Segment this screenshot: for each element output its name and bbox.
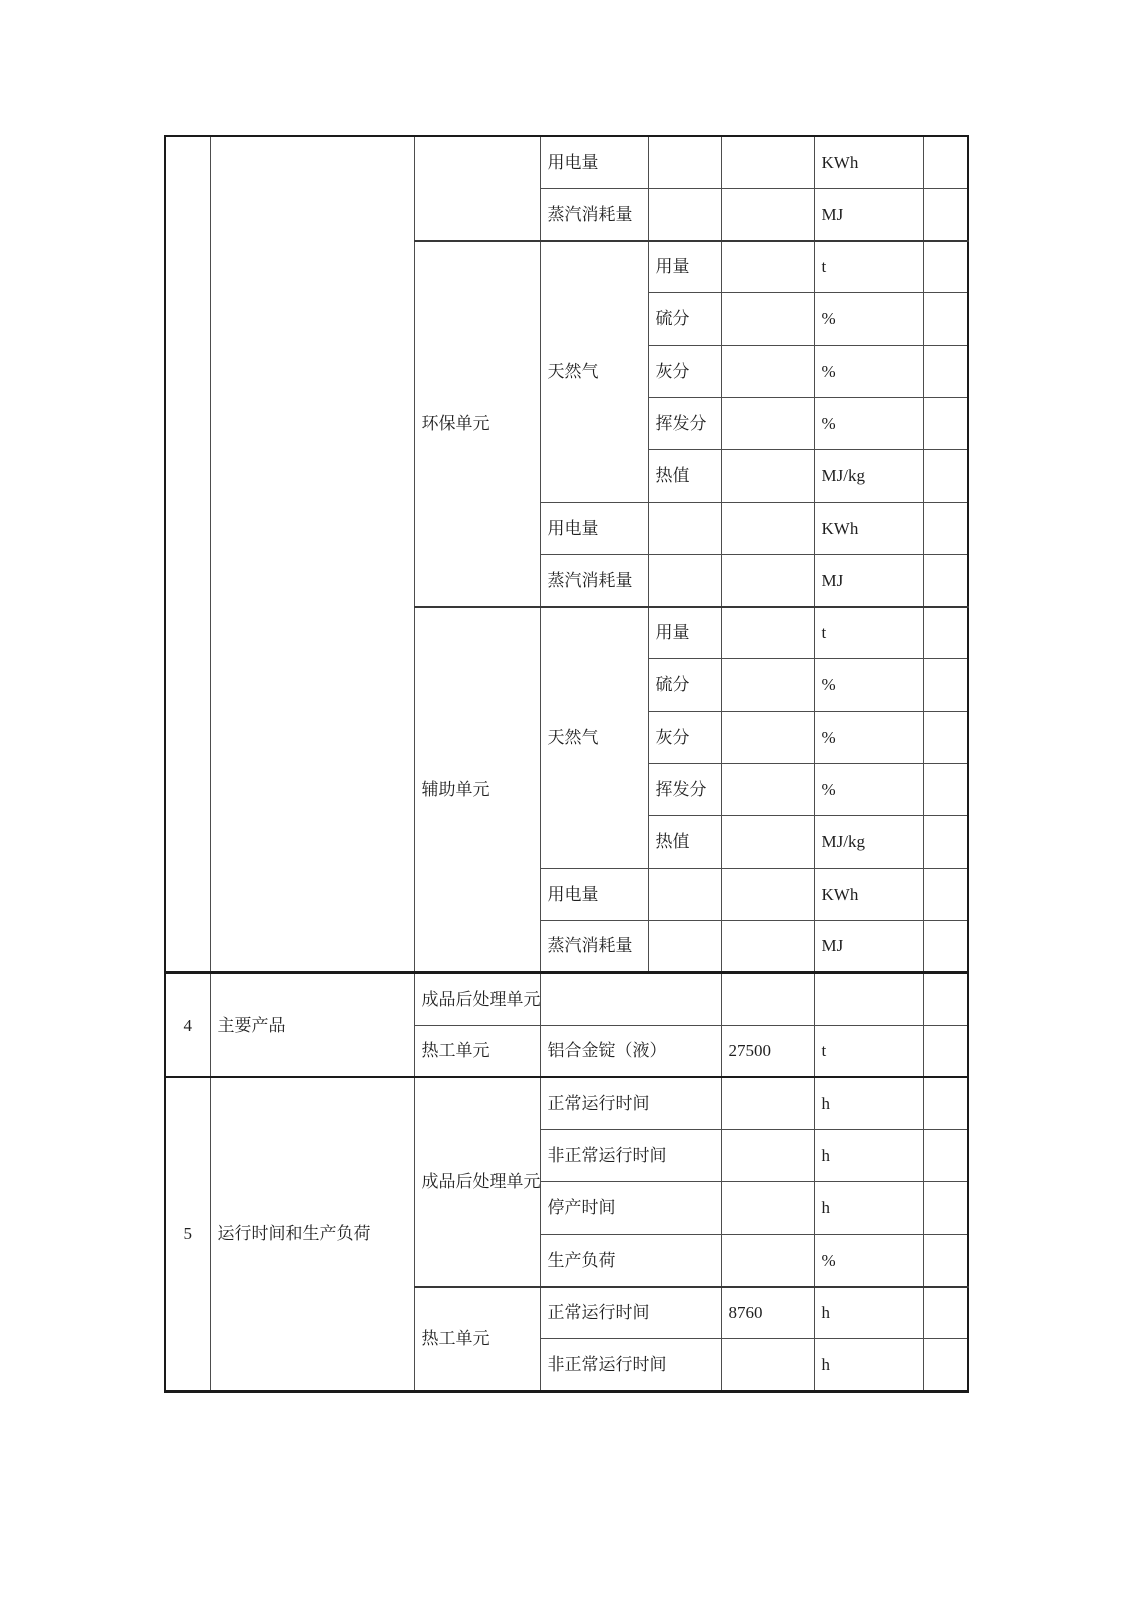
measure-unit-cell: h bbox=[814, 1287, 923, 1339]
remark-cell bbox=[923, 293, 968, 345]
sub-item-cell: 热值 bbox=[648, 450, 721, 502]
table-row bbox=[165, 973, 968, 1025]
measure-unit-cell: h bbox=[814, 1339, 923, 1391]
item-cell: 非正常运行时间 bbox=[540, 1339, 721, 1391]
remark-cell bbox=[923, 450, 968, 502]
measure-unit-cell: % bbox=[814, 1234, 923, 1286]
item-cell: 用电量 bbox=[540, 502, 648, 554]
sub-item-cell: 用量 bbox=[648, 607, 721, 659]
measure-unit-cell: % bbox=[814, 764, 923, 816]
item-cell: 蒸汽消耗量 bbox=[540, 554, 648, 606]
item-cell: 用电量 bbox=[540, 868, 648, 920]
measure-unit-cell: t bbox=[814, 241, 923, 293]
sub-item-cell: 用量 bbox=[648, 241, 721, 293]
item-cell: 用电量 bbox=[540, 136, 648, 188]
category-cell: 运行时间和生产负荷 bbox=[210, 1077, 414, 1391]
unit-name-cell: 成品后处理单元 bbox=[414, 1077, 540, 1286]
unit-name-cell: 成品后处理单元 bbox=[414, 973, 540, 1025]
remark-cell bbox=[923, 711, 968, 763]
sub-item-cell: 挥发分 bbox=[648, 397, 721, 449]
value-cell bbox=[721, 920, 814, 972]
remark-cell bbox=[923, 816, 968, 868]
fuel-name-cell: 天然气 bbox=[540, 607, 648, 868]
value-cell bbox=[721, 1077, 814, 1129]
table-row bbox=[165, 136, 968, 188]
measure-unit-cell: h bbox=[814, 1130, 923, 1182]
item-cell: 铝合金锭（液） bbox=[540, 1025, 721, 1077]
remark-cell bbox=[923, 1287, 968, 1339]
item-cell bbox=[540, 973, 721, 1025]
sub-item-cell: 挥发分 bbox=[648, 764, 721, 816]
value-cell bbox=[721, 711, 814, 763]
remark-cell bbox=[923, 241, 968, 293]
row-number-cell: 5 bbox=[165, 1077, 210, 1391]
sub-item-cell bbox=[648, 502, 721, 554]
measure-unit-cell: % bbox=[814, 659, 923, 711]
value-cell bbox=[721, 397, 814, 449]
remark-cell bbox=[923, 345, 968, 397]
remark-cell bbox=[923, 502, 968, 554]
item-cell: 停产时间 bbox=[540, 1182, 721, 1234]
fuel-name-cell: 天然气 bbox=[540, 241, 648, 502]
measure-unit-cell: KWh bbox=[814, 136, 923, 188]
measure-unit-cell: t bbox=[814, 607, 923, 659]
remark-cell bbox=[923, 1339, 968, 1391]
value-cell bbox=[721, 816, 814, 868]
item-cell: 正常运行时间 bbox=[540, 1077, 721, 1129]
sub-item-cell bbox=[648, 554, 721, 606]
value-cell bbox=[721, 1130, 814, 1182]
value-cell bbox=[721, 450, 814, 502]
remark-cell bbox=[923, 764, 968, 816]
remark-cell bbox=[923, 1234, 968, 1286]
measure-unit-cell: % bbox=[814, 711, 923, 763]
value-cell: 27500 bbox=[721, 1025, 814, 1077]
remark-cell bbox=[923, 659, 968, 711]
value-cell bbox=[721, 345, 814, 397]
remark-cell bbox=[923, 607, 968, 659]
remark-cell bbox=[923, 397, 968, 449]
unit-name-cell: 热工单元 bbox=[414, 1025, 540, 1077]
remark-cell bbox=[923, 973, 968, 1025]
remark-cell bbox=[923, 920, 968, 972]
category-cell: 主要产品 bbox=[210, 973, 414, 1078]
remark-cell bbox=[923, 1130, 968, 1182]
production-parameters-table bbox=[164, 135, 969, 1393]
value-cell bbox=[721, 764, 814, 816]
sub-item-cell bbox=[648, 188, 721, 240]
item-cell: 非正常运行时间 bbox=[540, 1130, 721, 1182]
remark-cell bbox=[923, 188, 968, 240]
remark-cell bbox=[923, 1077, 968, 1129]
value-cell bbox=[721, 502, 814, 554]
value-cell bbox=[721, 293, 814, 345]
value-cell: 8760 bbox=[721, 1287, 814, 1339]
sub-item-cell bbox=[648, 920, 721, 972]
sub-item-cell: 热值 bbox=[648, 816, 721, 868]
measure-unit-cell: h bbox=[814, 1182, 923, 1234]
value-cell bbox=[721, 659, 814, 711]
unit-name-cell: 辅助单元 bbox=[414, 607, 540, 973]
measure-unit-cell: MJ bbox=[814, 188, 923, 240]
sub-item-cell: 硫分 bbox=[648, 659, 721, 711]
remark-cell bbox=[923, 868, 968, 920]
row-number-cell: 4 bbox=[165, 973, 210, 1078]
measure-unit-cell: KWh bbox=[814, 868, 923, 920]
measure-unit-cell: % bbox=[814, 397, 923, 449]
measure-unit-cell: % bbox=[814, 345, 923, 397]
sub-item-cell: 灰分 bbox=[648, 345, 721, 397]
remark-cell bbox=[923, 1025, 968, 1077]
sub-item-cell: 灰分 bbox=[648, 711, 721, 763]
row-number-cell bbox=[165, 136, 210, 973]
remark-cell bbox=[923, 136, 968, 188]
value-cell bbox=[721, 188, 814, 240]
measure-unit-cell: MJ/kg bbox=[814, 450, 923, 502]
sub-item-cell bbox=[648, 136, 721, 188]
item-cell: 蒸汽消耗量 bbox=[540, 920, 648, 972]
value-cell bbox=[721, 136, 814, 188]
value-cell bbox=[721, 1339, 814, 1391]
unit-name-cell bbox=[414, 136, 540, 241]
measure-unit-cell: MJ bbox=[814, 554, 923, 606]
remark-cell bbox=[923, 554, 968, 606]
value-cell bbox=[721, 554, 814, 606]
measure-unit-cell: t bbox=[814, 1025, 923, 1077]
measure-unit-cell: h bbox=[814, 1077, 923, 1129]
value-cell bbox=[721, 868, 814, 920]
value-cell bbox=[721, 241, 814, 293]
unit-name-cell: 热工单元 bbox=[414, 1287, 540, 1392]
category-cell bbox=[210, 136, 414, 973]
table-row bbox=[165, 1077, 968, 1129]
value-cell bbox=[721, 973, 814, 1025]
unit-name-cell: 环保单元 bbox=[414, 241, 540, 607]
value-cell bbox=[721, 1182, 814, 1234]
remark-cell bbox=[923, 1182, 968, 1234]
measure-unit-cell bbox=[814, 973, 923, 1025]
sub-item-cell: 硫分 bbox=[648, 293, 721, 345]
item-cell: 生产负荷 bbox=[540, 1234, 721, 1286]
measure-unit-cell: MJ bbox=[814, 920, 923, 972]
measure-unit-cell: KWh bbox=[814, 502, 923, 554]
sub-item-cell bbox=[648, 868, 721, 920]
item-cell: 蒸汽消耗量 bbox=[540, 188, 648, 240]
measure-unit-cell: % bbox=[814, 293, 923, 345]
item-cell: 正常运行时间 bbox=[540, 1287, 721, 1339]
value-cell bbox=[721, 607, 814, 659]
measure-unit-cell: MJ/kg bbox=[814, 816, 923, 868]
value-cell bbox=[721, 1234, 814, 1286]
